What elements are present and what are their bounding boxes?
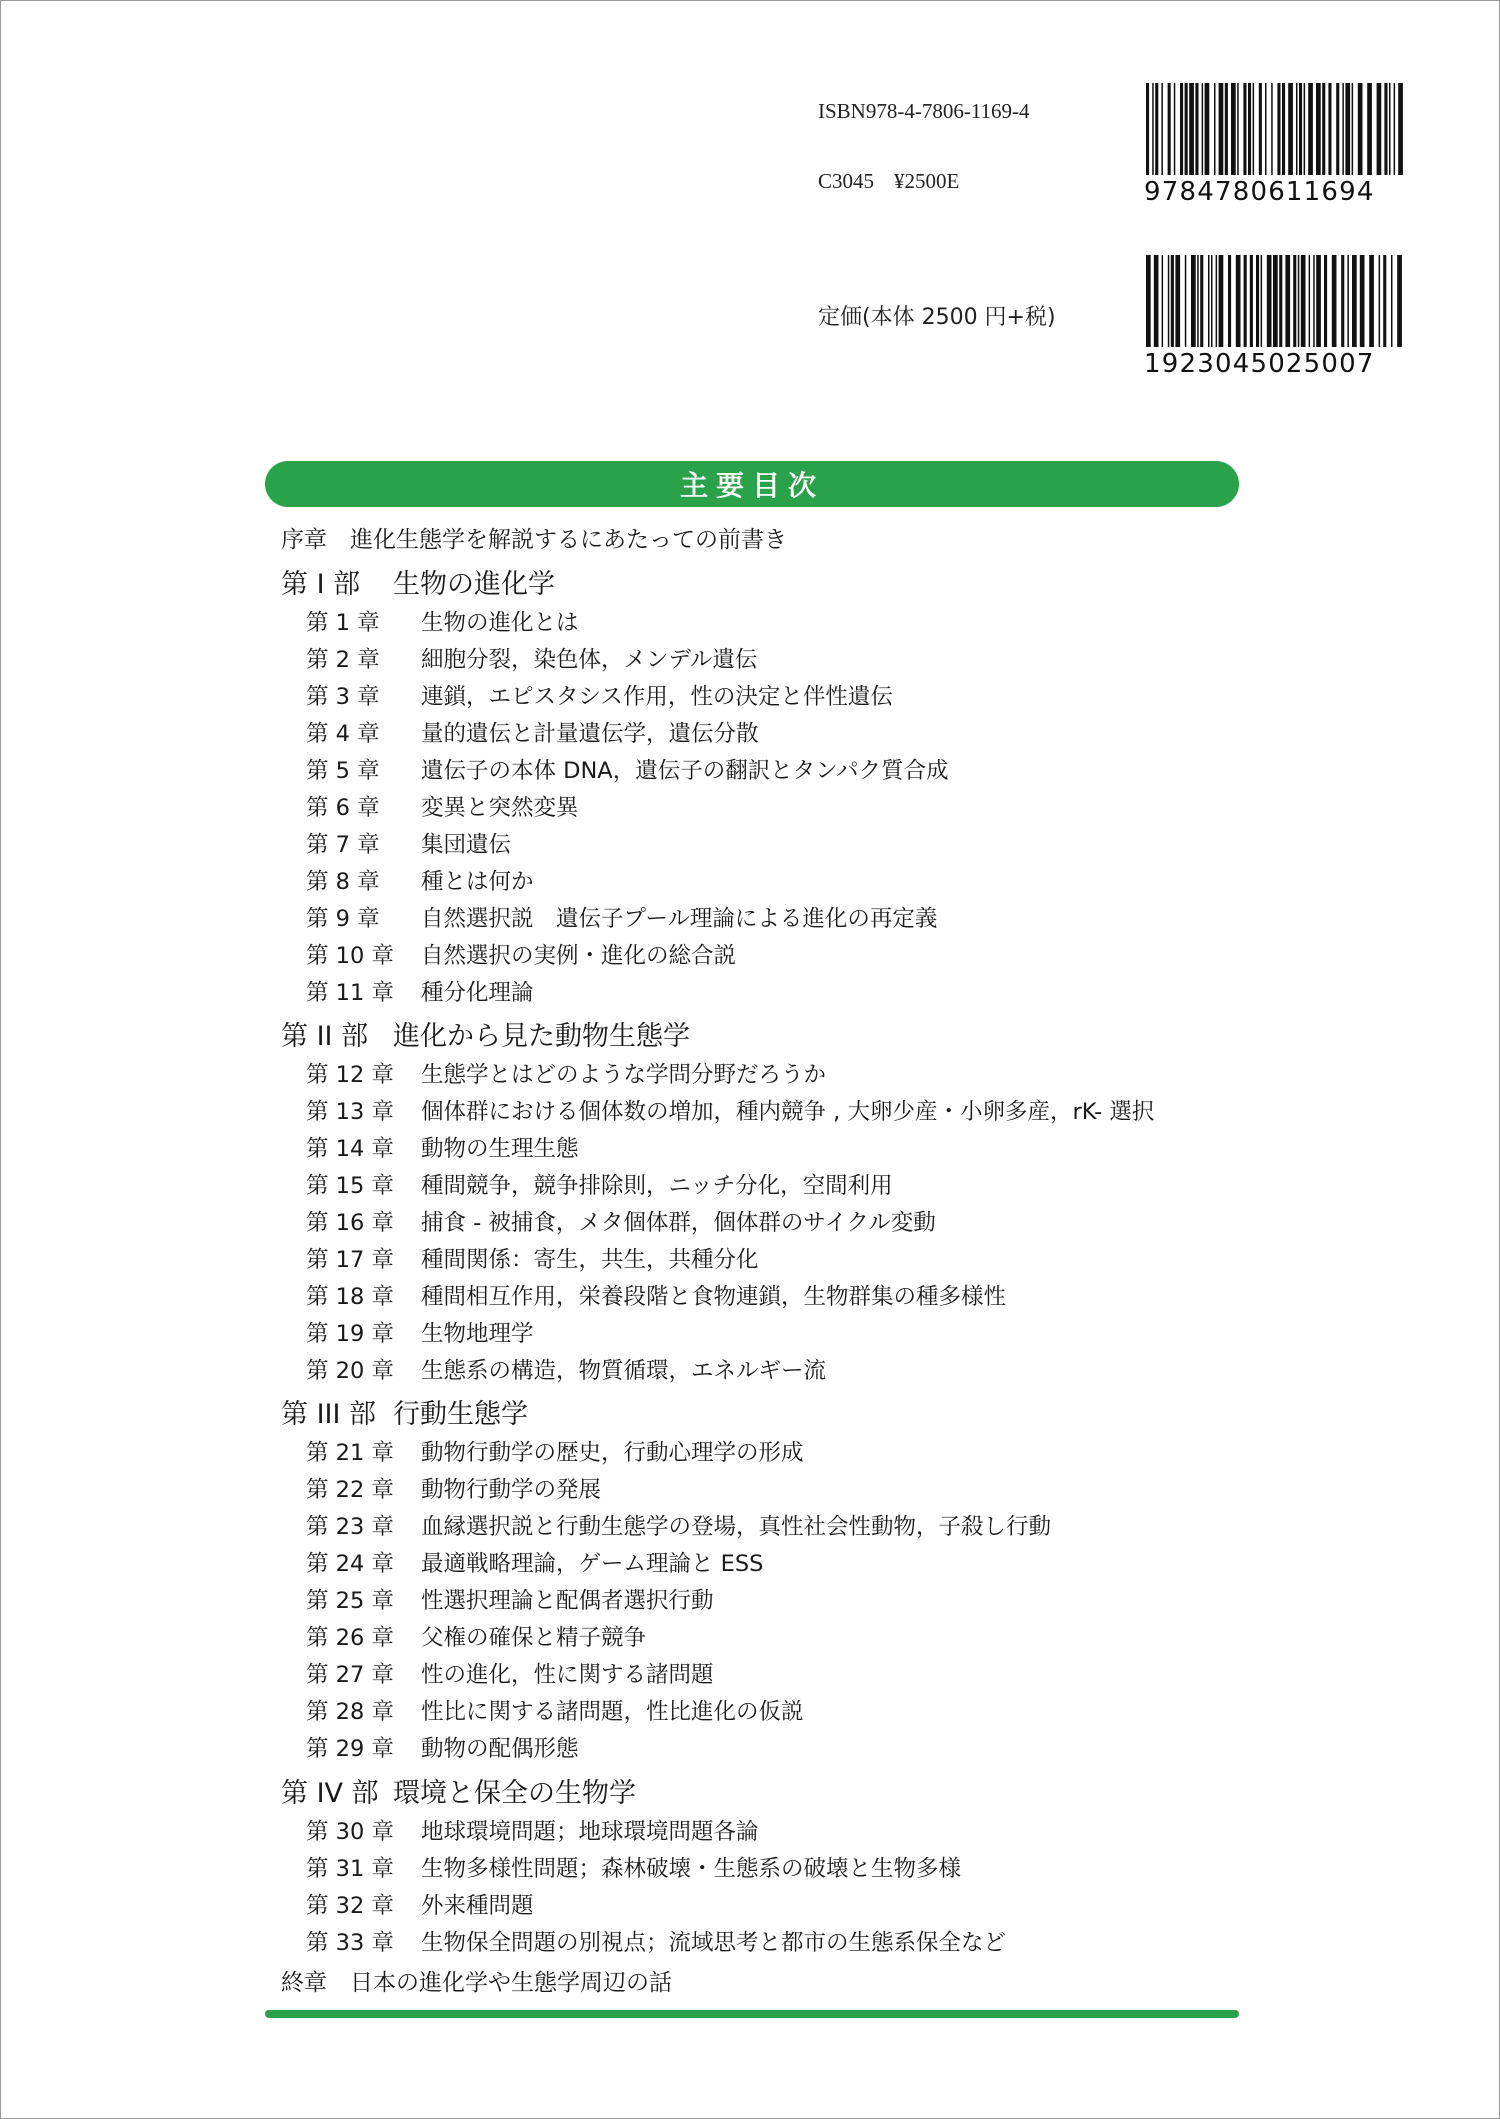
- barcode-bar: [1342, 83, 1344, 175]
- barcode-bar: [1214, 83, 1216, 175]
- barcode-bar: [1205, 83, 1210, 175]
- chapter-label: 第 21 章: [306, 1440, 394, 1466]
- chapter-title: 生物地理学: [421, 1321, 534, 1347]
- barcode-bar: [1185, 83, 1188, 175]
- barcode-bar: [1341, 255, 1344, 347]
- chapter-label: 第 11 章: [306, 980, 394, 1006]
- isbn-text: ISBN978-4-7806-1169-4: [818, 99, 1030, 123]
- barcode-bar: [1161, 83, 1163, 175]
- barcode-bar: [1152, 83, 1154, 175]
- barcode-bars-icon: [1144, 83, 1406, 175]
- barcode-bar: [1168, 83, 1171, 175]
- chapter-label: 第 19 章: [306, 1321, 394, 1347]
- chapter-title: 父権の確保と精子競争: [421, 1625, 647, 1651]
- barcode-bar: [1298, 255, 1300, 347]
- barcode-bar: [1162, 255, 1164, 347]
- chapter-label: 第 14 章: [306, 1136, 394, 1162]
- toc-chapter: [306, 642, 757, 674]
- toc-chapter: [306, 1353, 826, 1385]
- barcode-bar: [1308, 83, 1313, 175]
- toc-part: [281, 1771, 636, 1810]
- chapter-label: 第 27 章: [306, 1662, 394, 1688]
- chapter-title: 変異と突然変異: [421, 795, 579, 821]
- part-title: 行動生態学: [393, 1399, 528, 1430]
- chapter-label: 第 33 章: [306, 1930, 394, 1956]
- toc-chapter: [306, 790, 579, 822]
- chapter-title: 種とは何か: [421, 869, 534, 895]
- barcode-bar: [1219, 255, 1224, 347]
- chapter-title: 性の進化，性に関する諸問題: [421, 1662, 714, 1688]
- part-label: 第 III 部: [281, 1399, 377, 1430]
- barcode-bar: [1279, 255, 1282, 347]
- chapter-title: 遺伝子の本体 DNA，遺伝子の翻訳とタンパク質合成: [421, 758, 949, 784]
- barcode-bar: [1336, 83, 1339, 175]
- chapter-label: 第 7 章: [306, 832, 380, 858]
- barcode-bar: [1352, 83, 1354, 175]
- chapter-title: 細胞分裂，染色体，メンデル遺伝: [421, 647, 758, 673]
- barcode-bar: [1244, 255, 1247, 347]
- toc-chapter: [306, 864, 534, 896]
- toc-chapter: [306, 901, 937, 933]
- chapter-label: 第 28 章: [306, 1699, 394, 1725]
- toc-chapter: [306, 1814, 759, 1846]
- chapter-title: 外来種問題: [421, 1893, 534, 1919]
- toc-chapter: [306, 1279, 1006, 1311]
- barcode-bar: [1250, 255, 1253, 347]
- price-barcode: [1144, 255, 1406, 379]
- chapter-title: 生物多様性問題；森林破壊・生態系の破壊と生物多様: [421, 1856, 962, 1882]
- barcode-bar: [1225, 83, 1228, 175]
- barcode-bar: [1175, 255, 1180, 347]
- toc-chapter: [306, 1242, 759, 1274]
- barcode-bar: [1309, 255, 1311, 347]
- barcode-bar: [1195, 83, 1198, 175]
- chapter-label: 第 16 章: [306, 1210, 394, 1236]
- chapter-title: 生物保全問題の別視点；流域思考と都市の生態系保全など: [421, 1930, 1007, 1956]
- list-price: 定価(本体 2500 円+税): [818, 305, 1056, 330]
- chapter-label: 第 31 章: [306, 1856, 394, 1882]
- chapter-title: 自然選択の実例・進化の総合説: [421, 943, 737, 969]
- toc-chapter: [306, 605, 579, 637]
- barcode-bar: [1154, 255, 1159, 347]
- chapter-label: 第 24 章: [306, 1551, 394, 1577]
- barcode-bar: [1259, 83, 1262, 175]
- barcode-bar: [1347, 255, 1349, 347]
- barcode-bar: [1293, 255, 1296, 347]
- barcode-bar: [1316, 83, 1321, 175]
- chapter-label: 第 10 章: [306, 943, 394, 969]
- chapter-label: 第 6 章: [306, 795, 380, 821]
- barcode-bar: [1200, 255, 1203, 347]
- toc-chapter: [306, 716, 759, 748]
- barcode-bar: [1282, 83, 1285, 175]
- chapter-title: 血縁選択説と行動生態学の登場，真性社会性動物，子殺し行動: [421, 1514, 1052, 1540]
- toc-chapter: [306, 938, 736, 970]
- toc-chapter: [306, 753, 949, 785]
- barcode-bar: [1332, 255, 1337, 347]
- barcode-bar: [1358, 83, 1363, 175]
- barcode-bar: [1360, 255, 1365, 347]
- barcode-bar: [1304, 83, 1306, 175]
- barcode-bar: [1155, 83, 1158, 175]
- toc-chapter: [306, 1546, 763, 1578]
- barcode-bar: [1216, 255, 1218, 347]
- chapter-title: 性選択理論と配偶者選択行動: [421, 1588, 714, 1614]
- barcode-bar: [1219, 83, 1224, 175]
- classification-code: [818, 169, 959, 194]
- toc-chapter: [306, 1057, 826, 1089]
- barcode-bar: [1261, 255, 1263, 347]
- barcode-bar: [1236, 255, 1241, 347]
- barcode-bar: [1299, 83, 1302, 175]
- barcode-bar: [1265, 83, 1267, 175]
- barcode-bars-icon: [1144, 255, 1406, 347]
- barcode-bar: [1174, 83, 1176, 175]
- chapter-label: 第 13 章: [306, 1099, 394, 1125]
- part-title: 環境と保全の生物学: [393, 1778, 636, 1809]
- chapter-title: 動物行動学の歴史，行動心理学の形成: [421, 1440, 804, 1466]
- barcode-digits: 9784780611694: [1144, 177, 1375, 207]
- chapter-title: 量的遺伝と計量遺伝学，遺伝分散: [421, 721, 759, 747]
- toc-chapter: [306, 1731, 579, 1763]
- barcode-bar: [1277, 83, 1280, 175]
- barcode-bar: [1185, 255, 1187, 347]
- barcode-bar: [1191, 255, 1196, 347]
- chapter-label: 第 2 章: [306, 647, 380, 673]
- chapter-title: 種間関係：寄生，共生，共種分化: [421, 1247, 759, 1273]
- barcode-bar: [1285, 255, 1290, 347]
- chapter-title: 動物の生理生態: [421, 1136, 579, 1162]
- barcode-bar: [1197, 255, 1199, 347]
- barcode-bar: [1208, 255, 1210, 347]
- barcode-bar: [1397, 255, 1402, 347]
- toc-chapter: [306, 1620, 646, 1652]
- chapter-label: 第 25 章: [306, 1588, 394, 1614]
- toc-chapter: [306, 1925, 1006, 1957]
- barcode-digits: 1923045025007: [1144, 349, 1375, 379]
- chapter-title: 地球環境問題；地球環境問題各論: [421, 1819, 759, 1845]
- chapter-title: 性比に関する諸問題，性比進化の仮説: [421, 1699, 804, 1725]
- chapter-label: 第 32 章: [306, 1893, 394, 1919]
- chapter-title: 生物の進化とは: [421, 610, 579, 636]
- toc-chapter: [306, 1435, 804, 1467]
- barcode-bar: [1328, 83, 1331, 175]
- barcode-bar: [1189, 83, 1194, 175]
- chapter-label: 第 29 章: [306, 1736, 394, 1762]
- toc-part: [281, 562, 555, 601]
- barcode-bar: [1256, 255, 1259, 347]
- toc-chapter: [306, 827, 511, 859]
- toc-chapter: [306, 1888, 534, 1920]
- barcode-bar: [1301, 255, 1306, 347]
- chapter-label: 第 23 章: [306, 1514, 394, 1540]
- chapter-label: 第 22 章: [306, 1477, 394, 1503]
- toc-chapter: [306, 1168, 893, 1200]
- chapter-label: 第 26 章: [306, 1625, 394, 1651]
- barcode-bar: [1231, 83, 1236, 175]
- part-title: 生物の進化学: [393, 569, 555, 600]
- toc-chapter: [306, 1509, 1051, 1541]
- barcode-bar: [1267, 255, 1272, 347]
- chapter-title: 種間相互作用，栄養段階と食物連鎖，生物群集の種多様性: [421, 1284, 1007, 1310]
- toc-chapter: [306, 1205, 936, 1237]
- chapter-label: 第 20 章: [306, 1358, 394, 1384]
- chapter-title: 集団遺伝: [421, 832, 512, 858]
- toc-heading: 主要目次: [265, 461, 1239, 507]
- barcode-bar: [1384, 83, 1387, 175]
- chapter-label: 第 1 章: [306, 610, 380, 636]
- chapter-label: 第 9 章: [306, 906, 380, 932]
- chapter-title: 種間競争，競争排除則，ニッチ分化，空間利用: [421, 1173, 893, 1199]
- toc-intro: 序章 進化生態学を解説するにあたっての前書き: [281, 527, 787, 553]
- barcode-bar: [1313, 255, 1315, 347]
- barcode-bar: [1168, 255, 1170, 347]
- barcode-bar: [1398, 83, 1403, 175]
- barcode-bar: [1288, 83, 1293, 175]
- barcode-bar: [1391, 255, 1393, 347]
- chapter-label: 第 3 章: [306, 684, 380, 710]
- toc-chapter: [306, 1694, 804, 1726]
- barcode-bar: [1369, 255, 1374, 347]
- barcode-bar: [1324, 255, 1327, 347]
- chapter-title: 動物行動学の発展: [421, 1477, 602, 1503]
- barcode-bar: [1237, 83, 1239, 175]
- toc-outro: 終章 日本の進化学や生態学周辺の話: [281, 1970, 672, 1996]
- barcode-bar: [1352, 255, 1357, 347]
- chapter-title: 捕食 - 被捕食，メタ個体群，個体群のサイクル変動: [421, 1210, 936, 1236]
- part-label: 第 I 部: [281, 569, 361, 600]
- barcode-bar: [1271, 83, 1273, 175]
- barcode-bar: [1296, 83, 1298, 175]
- toc-chapter: [306, 1657, 714, 1689]
- barcode-bar: [1316, 255, 1321, 347]
- chapter-title: 個体群における個体数の増加，種内競争 , 大卵少産・小卵多産，rK- 選択: [421, 1099, 1155, 1125]
- yen-price: ¥2500E: [894, 169, 960, 193]
- barcode-bar: [1171, 255, 1174, 347]
- part-title: 進化から見た動物生態学: [393, 1021, 690, 1052]
- chapter-title: 最適戦略理論，ゲーム理論と ESS: [421, 1551, 764, 1577]
- barcode-bar: [1253, 83, 1255, 175]
- toc-chapter: [306, 1583, 714, 1615]
- part-label: 第 IV 部: [281, 1778, 379, 1809]
- chapter-label: 第 5 章: [306, 758, 380, 784]
- toc-chapter: [306, 1851, 961, 1883]
- chapter-label: 第 8 章: [306, 869, 380, 895]
- barcode-bar: [1377, 83, 1382, 175]
- toc-chapter: [306, 1316, 534, 1348]
- toc-part: [281, 1014, 690, 1053]
- chapter-label: 第 4 章: [306, 721, 380, 747]
- barcode-bar: [1379, 255, 1381, 347]
- barcode-bar: [1202, 83, 1204, 175]
- chapter-label: 第 30 章: [306, 1819, 394, 1845]
- barcode-bar: [1180, 83, 1183, 175]
- chapter-title: 種分化理論: [421, 980, 534, 1006]
- toc-chapter: [306, 1472, 601, 1504]
- barcode-bar: [1146, 255, 1151, 347]
- barcode-bar: [1322, 83, 1325, 175]
- barcode-bar: [1389, 83, 1391, 175]
- chapter-label: 第 15 章: [306, 1173, 394, 1199]
- toc-chapter: [306, 679, 893, 711]
- barcode-bar: [1394, 83, 1396, 175]
- toc-part: [281, 1392, 528, 1431]
- chapter-title: 自然選択説 遺伝子プール理論による進化の再定義: [421, 906, 938, 932]
- barcode-bar: [1211, 255, 1213, 347]
- isbn-barcode: [1144, 83, 1406, 207]
- toc-chapter: [306, 1131, 579, 1163]
- part-label: 第 II 部: [281, 1021, 369, 1052]
- chapter-title: 生態系の構造，物質循環，エネルギー流: [421, 1358, 827, 1384]
- c-code: C3045: [818, 169, 875, 193]
- barcode-bar: [1228, 255, 1231, 347]
- barcode-bar: [1273, 255, 1278, 347]
- chapter-label: 第 18 章: [306, 1284, 394, 1310]
- barcode-bar: [1383, 255, 1386, 347]
- toc-chapter: [306, 975, 534, 1007]
- barcode-bar: [1146, 83, 1149, 175]
- chapter-label: 第 12 章: [306, 1062, 394, 1088]
- barcode-bar: [1367, 83, 1372, 175]
- barcode-bar: [1248, 83, 1251, 175]
- chapter-title: 生態学とはどのような学問分野だろうか: [421, 1062, 827, 1088]
- chapter-label: 第 17 章: [306, 1247, 394, 1273]
- barcode-bar: [1243, 83, 1246, 175]
- chapter-title: 連鎖，エピスタシス作用，性の決定と伴性遺伝: [421, 684, 893, 710]
- barcode-bar: [1345, 83, 1350, 175]
- chapter-title: 動物の配偶形態: [421, 1736, 579, 1762]
- footer-rule: [265, 2010, 1239, 2018]
- toc-chapter: [306, 1094, 1154, 1126]
